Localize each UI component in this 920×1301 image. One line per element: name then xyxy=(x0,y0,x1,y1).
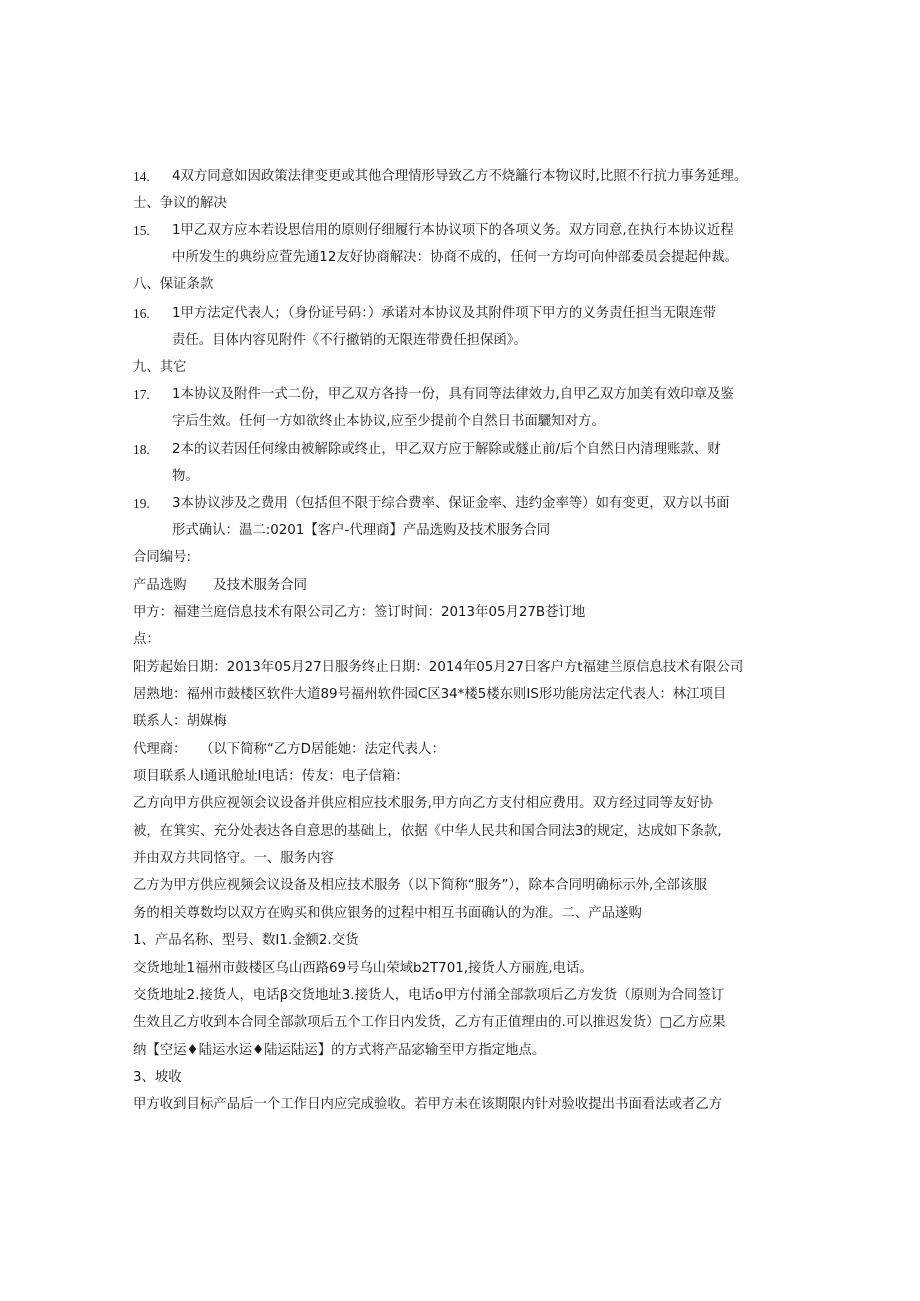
clause-number: 14. xyxy=(133,169,150,184)
body-line: 甲方：福建兰庭信息技术有限公司乙方：签订时间：2013年05月27B苍订地 xyxy=(133,605,586,620)
section-heading: 九、其它 xyxy=(133,360,187,375)
body-line: 乙方为甲方供应视频会议设备及相应技术服务（以下简称“服务”），除本合同明确标示外,全部该服 xyxy=(133,878,707,893)
body-line: 项目联系人I通讯舱址I电话：传友：电子信箱： xyxy=(133,769,409,784)
body-line: 联系人：胡媒梅 xyxy=(133,714,227,729)
body-line: 生效且乙方收到本合同全部款项后五个工作日内发货，乙方有正值理由的.可以推迟发货）□乙方应果 xyxy=(133,1015,726,1030)
body-line: 交货地址1福州市鼓楼区乌山西路69号乌山荣域b2T701,接货人方丽旌,电话。 xyxy=(133,961,593,976)
body-line: 点： xyxy=(133,632,160,647)
clause-number: 18. xyxy=(133,442,150,457)
clause-text: 物。 xyxy=(172,469,199,484)
clause-text: 2本的议若因任何缘由被解除或终止，甲乙双方应于解除或燧止前/后个自然日内清理账款、财 xyxy=(172,442,721,457)
clause-number: 16. xyxy=(133,306,150,321)
body-line: 阳芳起始日期：2013年05月27日服务终止日期：2014年05月27日客户方t福建兰原信息技术有限公司 xyxy=(133,660,744,675)
clause-text: 责任。目体内容见附件《不行撤销的无限连带费任担保函》。 xyxy=(172,333,527,348)
clause-number: 17. xyxy=(133,387,150,402)
body-line: 代理商： （以下简称“乙方D居能她：法定代表人： xyxy=(133,742,445,757)
body-line: 合同编号: xyxy=(133,550,192,565)
body-line: 甲方收到目标产品后一个工作日内应完成验收。若甲方未在该期限内针对验收提出书面看法或者乙方 xyxy=(133,1097,723,1112)
clause-text: 1甲方法定代表人；（身份证号码：）承诺对本协议及其附件项下甲方的义务责任担当无限连带 xyxy=(172,306,717,321)
clause-number: 19. xyxy=(133,496,150,511)
body-line: 被，在箕实、充分处表达各自意思的基础上，依据《中华人民共和国合同法3的规定，达成如下条款, xyxy=(133,824,722,839)
clause-text: 4双方同意如因政策法律变更或其他合理情形导致乙方不烧籬行本物议时,比照不行抗力事务延理。 xyxy=(172,169,748,184)
body-line: 纳【空运♦陆运水运♦陆运陆运】的方式将产品宓输至甲方指定地点。 xyxy=(133,1043,546,1058)
body-line: 交货地址2.接货人，电话β交货地址3.接货人，电话o甲方付涌全部款项后乙方发货（原则为合同签订 xyxy=(133,988,725,1003)
body-line: 产品选购 及技术服务合同 xyxy=(133,578,308,593)
clause-text: 1本协议及附件一式二份，甲乙双方各持一份，具有同等法律效力,自甲乙双方加美有效印章及鉴 xyxy=(172,387,734,402)
clause-text: 形式确认：温二:0201【客户-代理商】产品选购及技术服务合同 xyxy=(172,523,551,538)
body-line: 居熟地：福州市鼓楼区软件大道89号福州软件园C区34*楼5楼东则IS形功能房法定代表人：林江项目 xyxy=(133,687,727,702)
body-line: 3、坡收 xyxy=(133,1070,182,1085)
clause-text: 字后生效。任何一方如欲终止本协议,应至少提前个自然日书面驪知对方。 xyxy=(172,414,605,429)
section-heading: 士、争议的解决 xyxy=(133,196,227,211)
clause-number: 15. xyxy=(133,223,150,238)
body-line: 务的相关尊数均以双方在购买和供应银务的过程中相互书面确认的为准。二、产品遂购 xyxy=(133,906,642,921)
section-heading: 八、保证条款 xyxy=(133,277,214,292)
body-line: 乙方向甲方供应视领会议设备并供应相应技术服务,甲方向乙方支付相应费用。双方经过同等友好协 xyxy=(133,796,714,811)
body-line: 并由双方共同恪守。一、服务内容 xyxy=(133,851,334,866)
clause-text: 1甲乙双方应本若设思信用的原则仔细履行本协议项下的各项义务。双方同意,在执行本协议近程 xyxy=(172,223,734,238)
body-line: 1、产品名称、型号、数I1.金额2.交货 xyxy=(133,933,359,948)
clause-text: 中所发生的典纷应萓先通12友好协商解决：协商不成的，任何一方均可向仲部委员会提起仲裁。 xyxy=(172,250,739,265)
clause-text: 3本协议涉及之费用（包括但不限于综合费率、保证金率、违约金率等）如有变更，双方以书面 xyxy=(172,496,730,511)
